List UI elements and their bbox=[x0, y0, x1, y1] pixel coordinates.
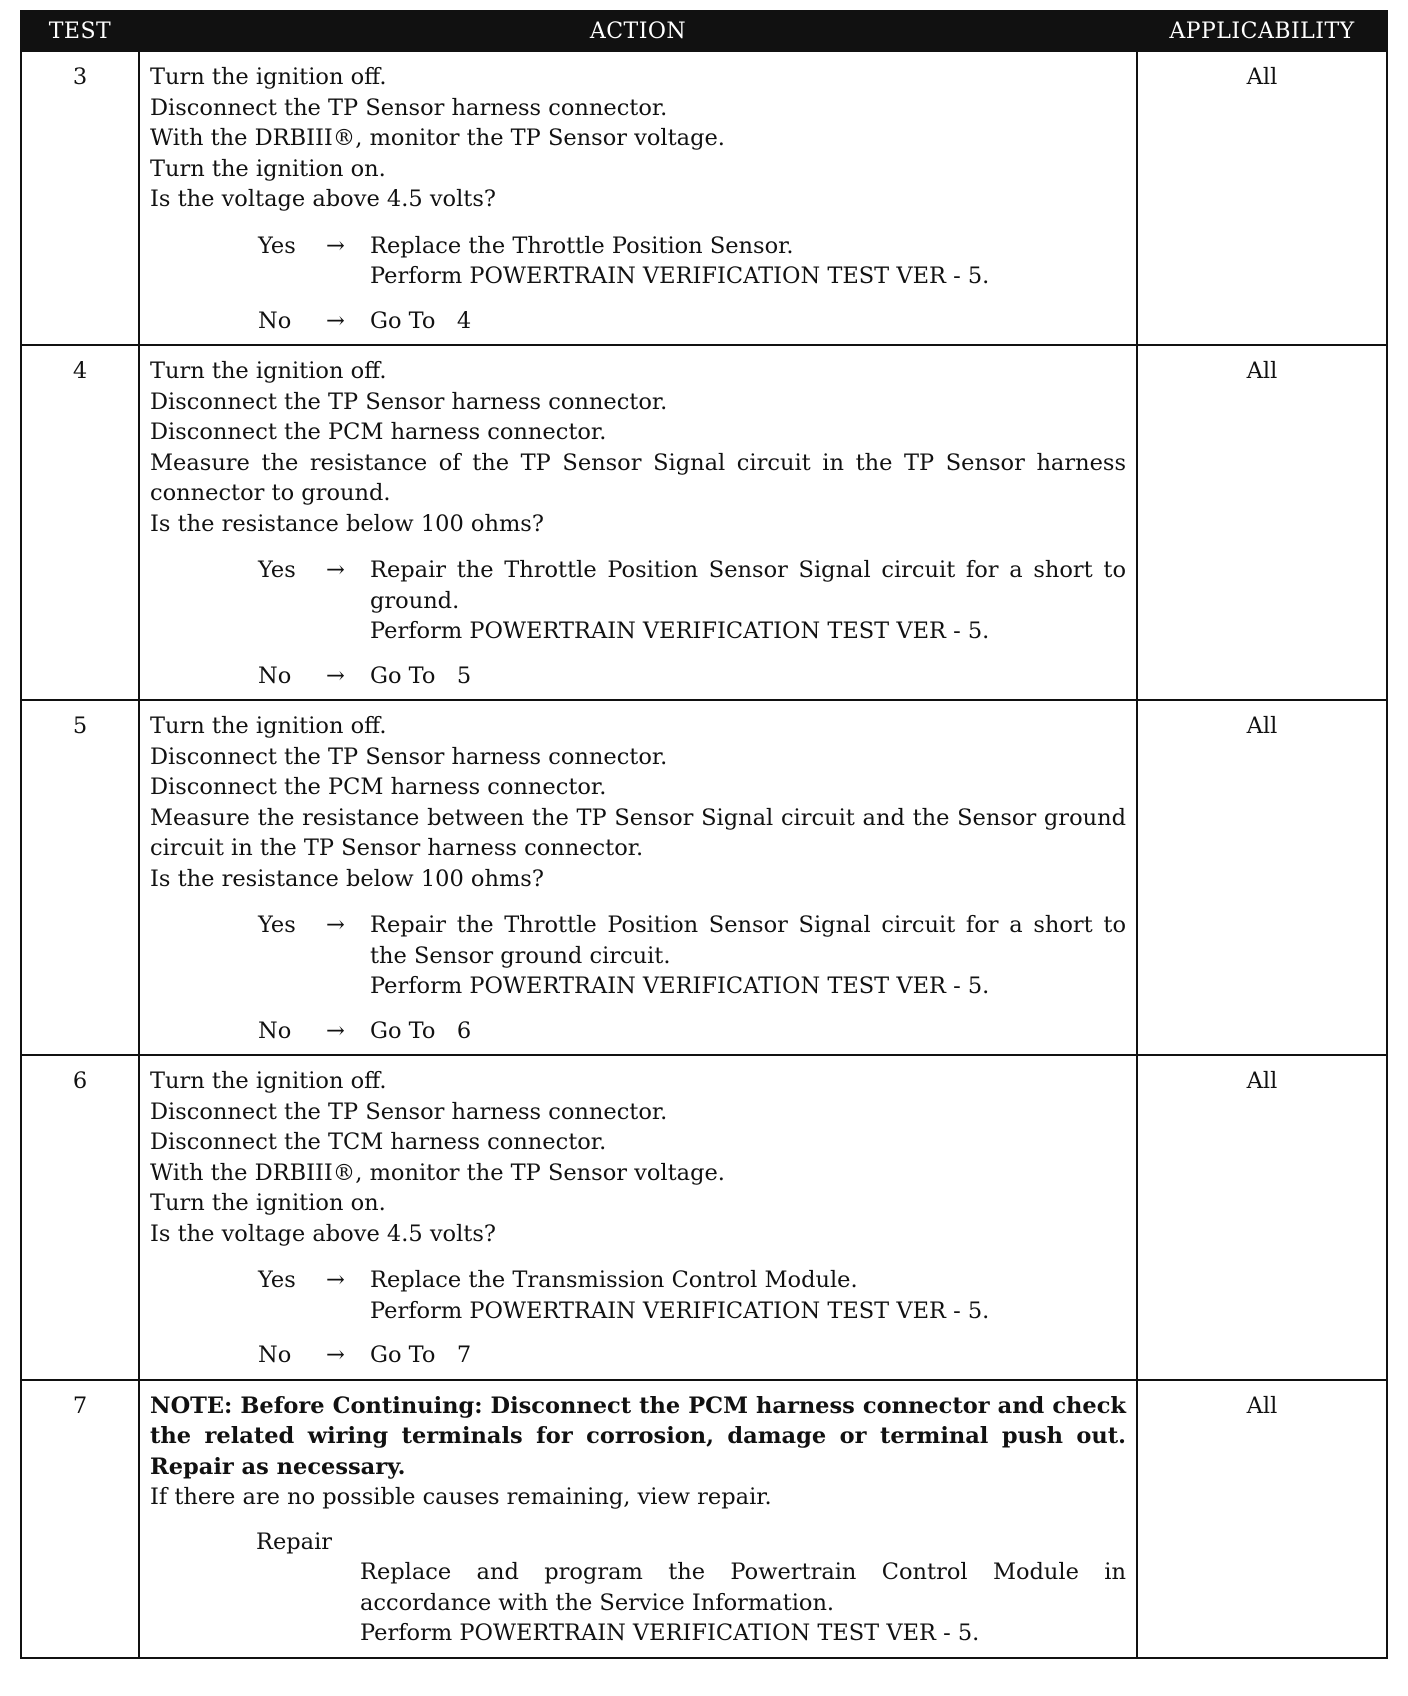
yes-instruction: Repair the Throttle Position Sensor Signal circuit for a short to the Sensor ground circuit. bbox=[370, 912, 1126, 969]
test-number: 3 bbox=[21, 51, 139, 345]
action-cell bbox=[139, 1055, 1137, 1380]
table-header-row bbox=[21, 11, 1387, 51]
no-result bbox=[258, 1016, 1126, 1047]
yes-instruction: Replace the Transmission Control Module. bbox=[370, 1267, 858, 1293]
yes-label: Yes bbox=[258, 557, 296, 583]
right-arrow-icon: → bbox=[326, 232, 345, 259]
test-row-6 bbox=[21, 1055, 1387, 1380]
no-label: No bbox=[258, 1017, 292, 1044]
action-cell bbox=[139, 345, 1137, 700]
yes-instruction: Replace the Throttle Position Sensor. bbox=[370, 232, 794, 259]
action-step: Disconnect the PCM harness connector. bbox=[150, 419, 607, 445]
header-test: TEST bbox=[21, 11, 139, 51]
right-arrow-icon: → bbox=[326, 1267, 345, 1293]
action-step: With the DRBIII®, monitor the TP Sensor voltage. bbox=[150, 1159, 725, 1186]
action-step: Disconnect the TCM harness connector. bbox=[150, 1129, 607, 1155]
applicability-value: All bbox=[1137, 51, 1387, 345]
action-step: Turn the ignition off. bbox=[150, 713, 387, 739]
repair-instruction: Perform POWERTRAIN VERIFICATION TEST VER - 5. bbox=[360, 1620, 980, 1646]
action-step: Disconnect the TP Sensor harness connector. bbox=[150, 94, 668, 121]
action-step: Disconnect the PCM harness connector. bbox=[150, 774, 607, 800]
yes-instruction: Repair the Throttle Position Sensor Signal circuit for a short to ground. bbox=[370, 557, 1126, 614]
yes-label: Yes bbox=[258, 232, 296, 259]
action-cell bbox=[139, 700, 1137, 1055]
action-step: Turn the ignition off. bbox=[150, 358, 387, 384]
action-step: Measure the resistance of the TP Sensor Signal circuit in the TP Sensor harness connector to ground. bbox=[150, 449, 1126, 506]
test-row-5 bbox=[21, 700, 1387, 1055]
applicability-value: All bbox=[1137, 1380, 1387, 1658]
action-step: Turn the ignition off. bbox=[150, 1068, 387, 1094]
applicability-value: All bbox=[1137, 1055, 1387, 1380]
yes-label: Yes bbox=[258, 912, 296, 938]
goto-link[interactable]: Go To 5 bbox=[370, 662, 472, 689]
no-label: No bbox=[258, 662, 292, 689]
repair-label: Repair bbox=[256, 1528, 333, 1555]
no-label: No bbox=[258, 307, 292, 334]
test-row-7 bbox=[21, 1380, 1387, 1658]
right-arrow-icon: → bbox=[326, 662, 345, 689]
applicability-value: All bbox=[1137, 700, 1387, 1055]
action-step: Turn the ignition on. bbox=[150, 155, 386, 182]
action-step: With the DRBIII®, monitor the TP Sensor voltage. bbox=[150, 125, 725, 151]
yes-instruction: Perform POWERTRAIN VERIFICATION TEST VER - 5. bbox=[370, 973, 990, 999]
right-arrow-icon: → bbox=[326, 1017, 345, 1044]
action-cell bbox=[139, 1380, 1137, 1658]
action-step: Turn the ignition off. bbox=[150, 64, 387, 90]
action-question: Is the resistance below 100 ohms? bbox=[150, 865, 544, 892]
yes-label: Yes bbox=[258, 1267, 296, 1293]
no-label: No bbox=[258, 1342, 292, 1368]
goto-link[interactable]: Go To 4 bbox=[370, 307, 472, 334]
no-result bbox=[258, 1340, 1126, 1371]
header-applicability: APPLICABILITY bbox=[1137, 11, 1387, 51]
yes-result bbox=[258, 555, 1126, 647]
goto-link[interactable]: Go To 7 bbox=[370, 1342, 472, 1368]
yes-result bbox=[258, 1265, 1126, 1326]
note-text: NOTE: Before Continuing: Disconnect the PCM harness connector and check the related wiring terminals for corrosion, damage or terminal push out. Repair as necessary. bbox=[150, 1392, 1126, 1480]
right-arrow-icon: → bbox=[326, 1342, 345, 1368]
yes-result bbox=[258, 231, 1126, 292]
repair-instructions bbox=[360, 1557, 1126, 1649]
right-arrow-icon: → bbox=[326, 557, 345, 583]
action-cell bbox=[139, 51, 1137, 345]
action-question: Is the voltage above 4.5 volts? bbox=[150, 1220, 496, 1247]
applicability-value: All bbox=[1137, 345, 1387, 700]
right-arrow-icon: → bbox=[326, 307, 345, 334]
test-row-4 bbox=[21, 345, 1387, 700]
yes-instruction: Perform POWERTRAIN VERIFICATION TEST VER - 5. bbox=[370, 618, 990, 644]
action-question: Is the voltage above 4.5 volts? bbox=[150, 186, 496, 212]
test-row-3 bbox=[21, 51, 1387, 345]
no-result bbox=[258, 661, 1126, 692]
test-number: 4 bbox=[21, 345, 139, 700]
action-step: Measure the resistance between the TP Sensor Signal circuit and the Sensor ground circuit in the TP Sensor harness connector. bbox=[150, 804, 1126, 861]
yes-result bbox=[258, 910, 1126, 1002]
action-step: Disconnect the TP Sensor harness connector. bbox=[150, 743, 668, 770]
yes-instruction: Perform POWERTRAIN VERIFICATION TEST VER - 5. bbox=[370, 1297, 990, 1324]
action-step: If there are no possible causes remaining, view repair. bbox=[150, 1484, 772, 1510]
action-step: Disconnect the TP Sensor harness connector. bbox=[150, 388, 668, 415]
diagnostic-test-table bbox=[20, 10, 1388, 1659]
action-step: Turn the ignition on. bbox=[150, 1190, 386, 1216]
test-number: 5 bbox=[21, 700, 139, 1055]
repair-instruction: Replace and program the Powertrain Control Module in accordance with the Service Information. bbox=[360, 1559, 1126, 1616]
test-number: 6 bbox=[21, 1055, 139, 1380]
header-action: ACTION bbox=[139, 11, 1137, 51]
diagnostic-page bbox=[20, 10, 1386, 1659]
action-step: Disconnect the TP Sensor harness connector. bbox=[150, 1098, 668, 1125]
no-result bbox=[258, 306, 1126, 337]
yes-instruction: Perform POWERTRAIN VERIFICATION TEST VER - 5. bbox=[370, 263, 990, 289]
test-number: 7 bbox=[21, 1380, 139, 1658]
action-question: Is the resistance below 100 ohms? bbox=[150, 510, 544, 537]
right-arrow-icon: → bbox=[326, 912, 345, 938]
goto-link[interactable]: Go To 6 bbox=[370, 1017, 472, 1044]
